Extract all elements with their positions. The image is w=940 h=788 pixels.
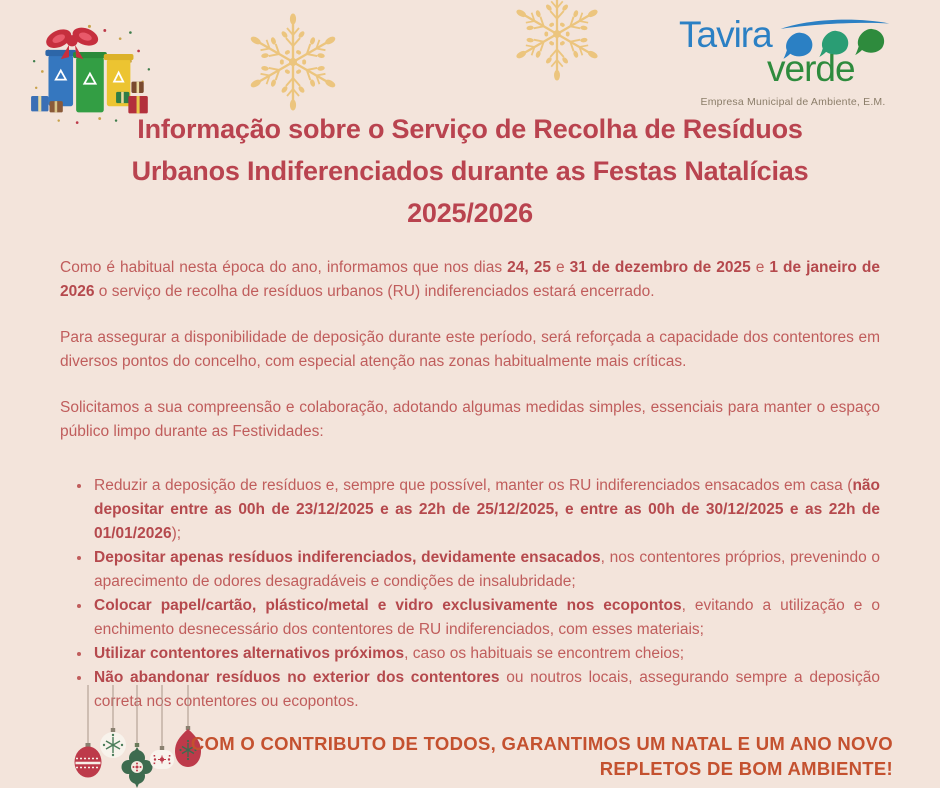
page-title: [0, 108, 940, 234]
gold-snowflake-icon: [509, 0, 605, 82]
logo-text-tavira: Tavira: [679, 14, 772, 55]
motto-line-1: COM O CONTRIBUTO DE TODOS, GARANTIMOS UM NATAL E UM ANO NOVO: [190, 733, 893, 754]
closing-motto: [191, 731, 893, 781]
motto-line-2: REPLETOS DE BOM AMBIENTE!: [599, 758, 893, 779]
red-ball-ornament: [75, 743, 102, 778]
title-line-3: 2025/2026: [407, 198, 533, 228]
list-item: • Colocar papel/cartão, plástico/metal e vidro exclusivamente nos ecopontos, evitando a utilização e o enchimento desnecessário dos contentores de RU indiferenciados, com esses materiais;: [92, 594, 880, 642]
tavira-verde-logo: [679, 16, 907, 108]
green-quatrefoil-ornament: [122, 743, 153, 788]
title-line-1: Informação sobre o Serviço de Recolha de Resíduos: [137, 114, 803, 144]
list-item: • Não abandonar resíduos no exterior dos contentores ou noutros locais, assegurando sempre a deposição correta nos contentores ou ecopontos.: [92, 666, 880, 714]
white-drum-ornament: [150, 746, 174, 769]
white-ball-ornament: [100, 728, 126, 758]
title-line-2: Urbanos Indiferenciados durante as Festas Natalícias: [131, 156, 809, 186]
paragraph-measures-intro: Solicitamos a sua compreensão e colaboração, adotando algumas medidas simples, essenciais para manter o espaço público limpo durante as Festividades:: [60, 399, 880, 440]
logo-text-verde: verde: [767, 48, 855, 89]
paragraph-reinforced-capacity: Para assegurar a disponibilidade de deposição durante este período, será reforçada a capacidade dos contentores em diversos pontos do concelho, com especial atenção nas zonas habitualmente mais críticas.: [60, 329, 880, 370]
blue-recycling-bin: [45, 50, 76, 106]
gold-snowflake-icon: [243, 12, 343, 112]
green-recycling-bin: [73, 52, 107, 112]
list-item: • Utilizar contentores alternativos próximos, caso os habituais se encontrem cheios;: [92, 642, 880, 666]
logo-subtitle: Empresa Municipal de Ambiente, E.M.: [700, 96, 886, 108]
paragraph-closure-dates: Como é habitual nesta época do ano, informamos que nos dias 24, 25 e 31 de dezembro de 2025 e 1 de janeiro de 2026 o serviço de recolha de resíduos urbanos (RU) indiferenciados estará encerrado.: [60, 259, 880, 300]
notice-body: [60, 256, 880, 714]
list-item: • Depositar apenas resíduos indiferenciados, devidamente ensacados, nos contentores próprios, prevenindo o aparecimento de odores desagradáveis e condições de insalubridade;: [92, 546, 880, 594]
measures-list: [60, 474, 880, 714]
list-item: • Reduzir a deposição de resíduos e, sempre que possível, manter os RU indiferenciados ensacados em casa (não depositar entre as 00h de 23/12/2025 e as 22h de 25/12/2025, e entre as 00h de 30/12/2025 e as 22h de 01/01/2026);: [92, 474, 880, 546]
